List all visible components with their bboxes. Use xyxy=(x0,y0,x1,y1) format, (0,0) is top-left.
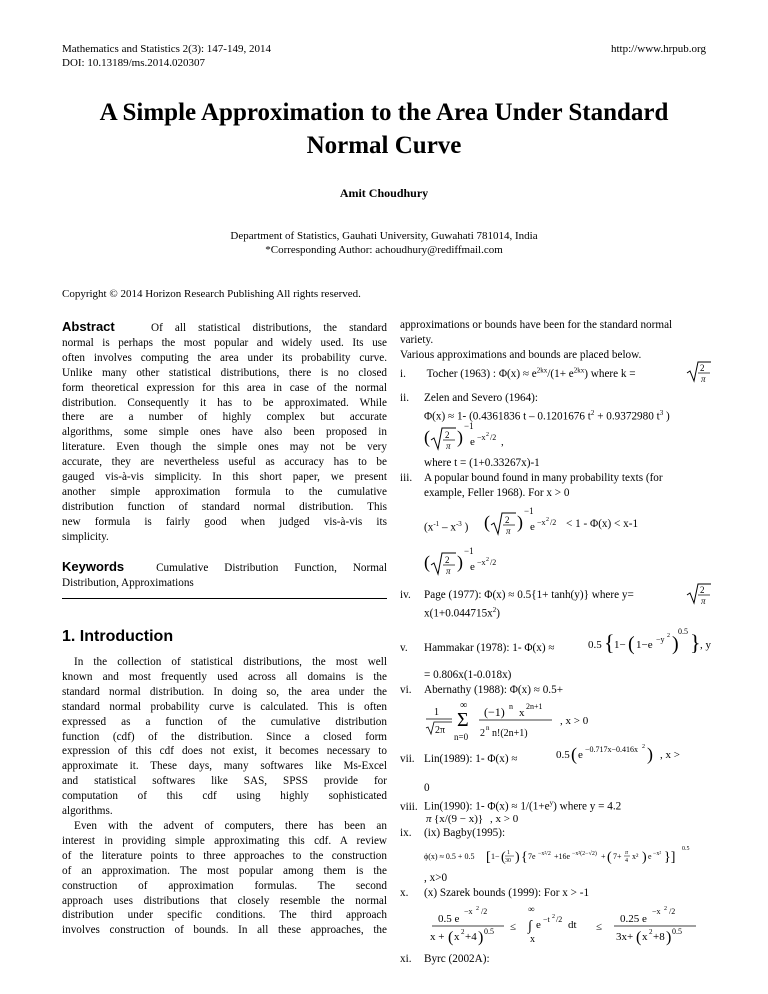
svg-text:2: 2 xyxy=(700,363,705,373)
abstract-line: simplicity. xyxy=(62,530,109,543)
intro-line: distribution under specific conditions. The third approach xyxy=(62,909,387,922)
item-number: vii. xyxy=(400,753,415,765)
intro-line: construction of approximation formulas. The second xyxy=(62,879,387,892)
sqrt-2-over-pi xyxy=(686,582,712,606)
abstract-line: there are a number of highly complex but accurate xyxy=(62,411,387,424)
svg-text:π: π xyxy=(701,374,706,384)
zelen-t-definition: where t = (1+0.33267x)-1 xyxy=(424,457,540,469)
svg-text:π: π xyxy=(426,813,432,825)
exponent: y xyxy=(549,799,554,807)
hammakar-y-definition: = 0.806x(1-0.018x) xyxy=(424,669,512,681)
svg-text:−x: −x xyxy=(477,558,486,567)
svg-text:e: e xyxy=(470,436,475,448)
abstract-line: gauged vis-à-vis simplicity. In this short paper, we present xyxy=(62,471,387,484)
abstract-line: algorithms, some simple ones have also been proposed in xyxy=(62,426,387,439)
svg-text:0.5: 0.5 xyxy=(682,846,690,852)
item-iii xyxy=(400,471,710,501)
svg-text:,: , xyxy=(501,436,504,448)
formula-text: ) where y = 4.2 xyxy=(553,800,622,813)
abstract-line-1 xyxy=(62,320,387,336)
intro-line: expression of this cdf does not exist, it becomes necessary to xyxy=(62,745,387,758)
intro-line: computation of this cdf using highly sophisticated xyxy=(62,790,387,803)
section-heading: 1. Introduction xyxy=(62,628,174,645)
svg-text:−x²: −x² xyxy=(653,851,662,857)
svg-text:2: 2 xyxy=(649,928,653,936)
right-column xyxy=(400,318,710,363)
svg-text:): ) xyxy=(478,929,484,946)
abstract-text: Of all statistical distributions, the standard xyxy=(151,322,387,334)
szarek-bounds xyxy=(424,900,714,948)
svg-text:(: ( xyxy=(628,633,635,655)
formula-text: (x xyxy=(424,521,434,534)
svg-text:∞: ∞ xyxy=(528,904,535,914)
byrc-label: Byrc (2002A): xyxy=(424,953,490,965)
svg-text:1: 1 xyxy=(507,850,510,856)
affiliation-line: Department of Statistics, Gauhati University, Guwahati 781014, India xyxy=(230,230,538,242)
exponent: -3 xyxy=(455,520,462,528)
svg-text:2: 2 xyxy=(445,555,450,565)
svg-text:1: 1 xyxy=(434,707,439,718)
svg-text:): ) xyxy=(672,633,679,655)
svg-text:∞: ∞ xyxy=(460,700,468,711)
svg-text:, x > 0: , x > 0 xyxy=(560,715,589,727)
formula-text: + 0.9372980 t xyxy=(594,410,660,423)
abstract-line: new formula is fairly good when judged vis-à-vis its xyxy=(62,515,387,528)
svg-text:2: 2 xyxy=(505,515,510,525)
svg-text:e: e xyxy=(470,561,475,573)
feller-bound-left xyxy=(424,517,468,536)
svg-text:(: ( xyxy=(424,427,430,447)
svg-text:): ) xyxy=(515,850,520,865)
svg-text:π: π xyxy=(701,596,706,606)
svg-text:2: 2 xyxy=(664,906,667,912)
formula-text: /(1+ e xyxy=(547,367,574,380)
svg-text:2: 2 xyxy=(461,928,465,936)
svg-text:, x >: , x > xyxy=(660,749,680,761)
svg-text:2: 2 xyxy=(667,633,670,639)
svg-text:n: n xyxy=(509,702,513,711)
item-label: A popular bound found in many probability texts (for xyxy=(424,472,663,484)
svg-text:2: 2 xyxy=(486,557,489,563)
bagby-condition: , x>0 xyxy=(424,872,448,884)
formula-text: ) where k = xyxy=(584,367,636,380)
keywords-line-2: Distribution, Approximations xyxy=(62,576,194,589)
paper-title xyxy=(60,96,708,162)
svg-text:): ) xyxy=(642,850,647,865)
svg-text:{: { xyxy=(521,850,528,865)
item-text: example, Feller 1968). For x > 0 xyxy=(424,486,570,499)
intro-line: approach uses distributions that closely resemble the normal xyxy=(62,894,387,907)
svg-text:}: } xyxy=(690,630,701,655)
svg-text:e: e xyxy=(530,521,535,533)
exponent: 2 xyxy=(590,409,595,417)
svg-text:x: x xyxy=(530,934,535,945)
svg-text:(: ( xyxy=(571,744,577,764)
item-i xyxy=(400,363,636,382)
journal-url[interactable]: http://www.hrpub.org xyxy=(610,43,706,55)
lin1989-formula: Lin(1989): 1- Φ(x) ≈ xyxy=(424,753,518,765)
svg-text:): ) xyxy=(457,427,463,447)
hammakar-expression xyxy=(588,622,713,658)
doi-line: DOI: 10.13189/ms.2014.020307 xyxy=(62,57,205,69)
svg-text:+4: +4 xyxy=(465,931,477,943)
svg-text:, x > 0: , x > 0 xyxy=(490,813,519,825)
svg-text:2: 2 xyxy=(552,914,555,920)
abstract-line: literature. Even though the simple ones may not be very xyxy=(62,441,387,454)
lin1989-zero: 0 xyxy=(424,782,430,794)
svg-text:Σ: Σ xyxy=(457,709,469,731)
svg-text:(: ( xyxy=(501,850,506,865)
formula-text: – x xyxy=(439,521,456,534)
svg-text:/2: /2 xyxy=(490,558,497,567)
svg-text:2: 2 xyxy=(445,430,450,440)
svg-text:0.25 e: 0.25 e xyxy=(620,913,647,925)
svg-text:0.5: 0.5 xyxy=(556,749,570,761)
sqrt-2-over-pi xyxy=(686,360,712,384)
right-intro-1: approximations or bounds have been for the standard normal xyxy=(400,319,673,331)
svg-text:x: x xyxy=(642,931,648,943)
svg-text:(−1): (−1) xyxy=(484,705,505,719)
item-number: x. xyxy=(400,887,409,899)
svg-text:[: [ xyxy=(486,850,491,865)
svg-text:−x: −x xyxy=(537,518,546,527)
exponent: 2kx xyxy=(536,366,548,374)
intro-line: standard normal distribution. In doing so, the area under the xyxy=(62,685,387,698)
svg-text:2: 2 xyxy=(486,432,489,438)
svg-text:2: 2 xyxy=(546,517,549,523)
right-intro-2: variety. xyxy=(400,333,434,346)
svg-text:(: ( xyxy=(484,512,490,532)
bagby-expression xyxy=(424,840,714,870)
formula-text: ) xyxy=(461,521,469,534)
svg-text:−1: −1 xyxy=(464,546,474,556)
svg-text:0.5: 0.5 xyxy=(484,927,494,936)
svg-text:x²: x² xyxy=(632,852,639,861)
formula-text: Lin(1990): 1- Φ(x) ≈ 1/(1+e xyxy=(424,800,550,813)
title-line-2: Normal Curve xyxy=(306,132,462,159)
svg-text:−t: −t xyxy=(543,915,550,924)
svg-text:): ) xyxy=(666,929,672,946)
svg-text:3x+: 3x+ xyxy=(616,931,634,943)
formula-text: ) xyxy=(663,410,670,423)
svg-text:7e: 7e xyxy=(528,852,536,861)
intro-line: of the literature points to three approaches to the construction xyxy=(62,849,387,862)
item-iv xyxy=(400,588,634,603)
intro-line: algorithms. xyxy=(62,805,113,818)
svg-text:2n+1: 2n+1 xyxy=(526,702,543,711)
svg-text:7+: 7+ xyxy=(613,852,622,861)
item-vii xyxy=(400,752,518,767)
corresponding-author: *Corresponding Author: achoudhury@rediffmail.com xyxy=(265,244,503,256)
item-number: i. xyxy=(400,367,406,380)
svg-text:−1: −1 xyxy=(464,421,474,431)
svg-text:0.5 e: 0.5 e xyxy=(438,913,460,925)
lin1989-expression xyxy=(556,738,716,764)
tocher-formula xyxy=(427,368,636,380)
abstract-line: normal is perhaps the most popular and widely used. Its use xyxy=(62,336,387,349)
exponent: -1 xyxy=(433,520,440,528)
svg-text:≤: ≤ xyxy=(596,921,603,933)
formula-text: Tocher (1963) : Φ(x) ≈ e xyxy=(426,367,537,380)
svg-text:≤: ≤ xyxy=(510,921,517,933)
svg-text:−x: −x xyxy=(464,907,473,916)
svg-text:1−e: 1−e xyxy=(636,639,653,651)
svg-text:−0.717x−0.416x: −0.717x−0.416x xyxy=(585,745,639,754)
svg-text:ϕ(x) ≈ 0.5 + 0.5: ϕ(x) ≈ 0.5 + 0.5 xyxy=(424,852,475,861)
intro-line: known and most frequently used across all domains is the xyxy=(62,670,387,683)
svg-text:e: e xyxy=(578,749,583,761)
svg-text:1−: 1− xyxy=(491,852,500,861)
intro-line: standard normal probability curve is calculated. This is often xyxy=(62,700,387,713)
intro-line: involves construction of bounds. In all these approaches, the xyxy=(62,924,387,937)
intro-line: and statistical softwares like SAS, SPSS provide for xyxy=(62,775,387,788)
svg-text:/2: /2 xyxy=(669,907,676,916)
svg-text:x +: x + xyxy=(430,931,445,943)
svg-text:−y: −y xyxy=(656,635,665,644)
svg-text:−x²(2−√2): −x²(2−√2) xyxy=(572,851,597,857)
svg-text:dt: dt xyxy=(568,919,577,931)
item-number: viii. xyxy=(400,800,418,813)
svg-text:−1: −1 xyxy=(524,506,534,516)
svg-text:/2: /2 xyxy=(490,433,497,442)
item-x xyxy=(400,886,589,901)
item-number: ix. xyxy=(400,827,412,839)
formula-text: Φ(x) ≈ 1- (0.4361836 t – 0.1201676 t xyxy=(424,410,591,423)
svg-text:2: 2 xyxy=(480,728,485,739)
author-name: Amit Choudhury xyxy=(339,186,429,200)
hammakar-formula: Hammakar (1978): 1- Φ(x) ≈ xyxy=(424,642,555,654)
svg-text:30: 30 xyxy=(505,858,511,864)
svg-text:): ) xyxy=(457,552,463,572)
title-line-1: A Simple Approximation to the Area Under Standard xyxy=(99,99,669,126)
abstract-line: another simple approximation formula to the cumulative xyxy=(62,485,387,498)
keywords-label: Keywords xyxy=(62,559,125,574)
item-label: Zelen and Severo (1964): xyxy=(424,392,539,404)
section-divider xyxy=(62,598,387,599)
abstract-line: often involves computing the area under its probability curve. xyxy=(62,351,387,364)
svg-text:2: 2 xyxy=(642,744,645,750)
item-xi xyxy=(400,952,490,967)
svg-text:0.5: 0.5 xyxy=(588,639,602,651)
item-v xyxy=(400,641,555,656)
abstract-line: distribution. Consequently it has to be approximated. While xyxy=(62,396,387,409)
svg-text:+8: +8 xyxy=(653,931,665,943)
abstract-block xyxy=(62,320,387,545)
item-number: v. xyxy=(400,642,408,654)
svg-text:}]: }] xyxy=(664,850,676,865)
intro-line: In the collection of statistical distributions, the most well xyxy=(74,656,387,668)
intro-line: expressed as a function of the cumulative distribution xyxy=(62,715,387,728)
journal-citation xyxy=(62,42,271,70)
item-number: ii. xyxy=(400,392,410,404)
exponent: 2kx xyxy=(573,366,585,374)
svg-text:2π: 2π xyxy=(435,725,446,736)
lin1990-expression xyxy=(424,808,544,828)
feller-upper-term xyxy=(424,545,524,579)
svg-text:+16e: +16e xyxy=(554,852,571,861)
abernathy-formula: Abernathy (1988): Φ(x) ≈ 0.5+ xyxy=(424,684,563,696)
svg-text:x: x xyxy=(519,707,525,719)
svg-text:): ) xyxy=(517,512,523,532)
svg-text:e: e xyxy=(536,919,541,931)
svg-text:+: + xyxy=(601,852,606,861)
item-ii xyxy=(400,391,538,406)
svg-text:2: 2 xyxy=(700,585,705,595)
abstract-line: form theoretical expression for this area in case of the normal xyxy=(62,381,387,394)
item-number: iii. xyxy=(400,472,413,484)
svg-text:−x: −x xyxy=(652,907,661,916)
page-y-definition xyxy=(424,603,500,622)
right-intro-3: Various approximations and bounds are placed below. xyxy=(400,348,642,361)
svg-text:0.5: 0.5 xyxy=(678,627,688,636)
keywords-text: Cumulative Distribution Function, Normal xyxy=(156,562,388,574)
keywords-line-1 xyxy=(62,560,387,576)
svg-text:∫: ∫ xyxy=(528,919,532,934)
intro-line: function (cdf) of the distribution. Since a closed form xyxy=(62,730,387,743)
zelen-density-term xyxy=(424,420,534,454)
page-formula: Page (1977): Φ(x) ≈ 0.5{1+ tanh(y)} where y= xyxy=(424,589,634,601)
svg-text:π: π xyxy=(446,441,451,451)
svg-text:−x²/2: −x²/2 xyxy=(538,851,551,857)
svg-text:π: π xyxy=(446,566,451,576)
svg-text:1−: 1− xyxy=(614,639,626,651)
svg-text:4: 4 xyxy=(625,858,628,864)
formula-text: ) xyxy=(496,607,501,620)
abstract-line: distribution function of standard normal distribution. This xyxy=(62,500,387,513)
introduction-block xyxy=(62,655,387,938)
svg-text:e: e xyxy=(648,852,652,861)
item-number: vi. xyxy=(400,684,412,696)
svg-text:/2: /2 xyxy=(550,518,557,527)
keywords-block xyxy=(62,560,387,591)
intro-line: interest in providing simple approximating this cdf. A review xyxy=(62,834,387,847)
formula-text: x(1+0.044715x xyxy=(424,607,493,620)
svg-text:x: x xyxy=(454,931,460,943)
svg-text:, y: , y xyxy=(700,639,711,651)
copyright-notice: Copyright © 2014 Horizon Research Publishing All rights reserved. xyxy=(62,288,361,300)
item-ix xyxy=(400,826,505,841)
abstract-line: accurate, they are nevertheless useful as accuracy has to be xyxy=(62,456,387,469)
svg-text:π: π xyxy=(625,850,629,856)
svg-text:(: ( xyxy=(636,929,642,946)
item-number: xi. xyxy=(400,953,412,965)
svg-text:(: ( xyxy=(448,929,454,946)
affiliation xyxy=(0,229,768,257)
exponent: 3 xyxy=(659,409,664,417)
abstract-label: Abstract xyxy=(62,319,115,334)
intro-line: Even with the advent of computers, there has been an xyxy=(74,819,387,832)
svg-text:−x: −x xyxy=(477,433,486,442)
svg-text:0.5: 0.5 xyxy=(672,927,682,936)
svg-text:n: n xyxy=(486,724,490,732)
item-number: iv. xyxy=(400,589,411,601)
svg-text:{: { xyxy=(604,630,615,655)
intro-line: approximate it. These days, many softwares like Ms-Excel xyxy=(62,760,387,773)
svg-text:): ) xyxy=(647,744,653,764)
svg-text:{x/(9 − x)}: {x/(9 − x)} xyxy=(434,813,484,825)
intro-line: of an approximation. The most popular among them is the xyxy=(62,864,387,877)
abstract-line: Unlike many other statistical distributions, there is no closed xyxy=(62,366,387,379)
svg-text:/2: /2 xyxy=(481,907,488,916)
feller-bound-right: < 1 - Φ(x) < x-1 xyxy=(566,518,639,530)
svg-text:(: ( xyxy=(607,850,612,865)
szarek-label: (x) Szarek bounds (1999): For x > -1 xyxy=(424,887,590,899)
svg-text:(: ( xyxy=(424,552,430,572)
exponent: 2 xyxy=(492,606,497,614)
svg-text:π: π xyxy=(506,526,511,536)
svg-text:n=0: n=0 xyxy=(454,732,469,742)
svg-text:/2: /2 xyxy=(556,915,563,924)
svg-text:n!(2n+1): n!(2n+1) xyxy=(492,728,528,739)
bagby-label: (ix) Bagby(1995): xyxy=(424,827,506,839)
svg-text:2: 2 xyxy=(476,906,479,912)
journal-line: Mathematics and Statistics 2(3): 147-149, 2014 xyxy=(62,43,271,55)
